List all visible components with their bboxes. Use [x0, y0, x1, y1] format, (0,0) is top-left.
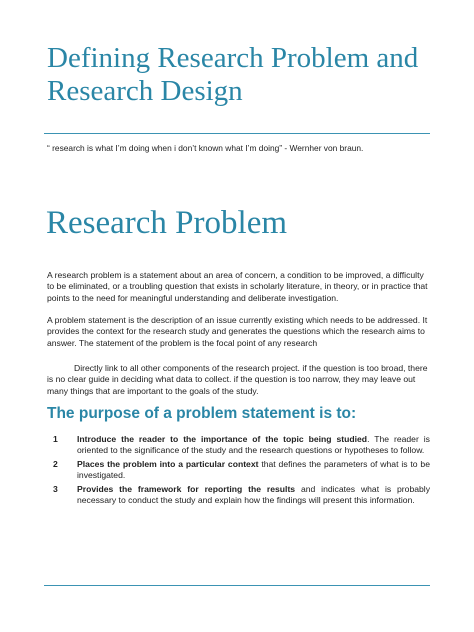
list-item	[53, 484, 430, 507]
epigraph-quote: “ research is what I’m doing when i don’t known what I’m doing” - Wernher von braun.	[47, 143, 364, 153]
list-item-bold: Introduce the reader to the importance of the topic being studied	[77, 434, 368, 444]
paragraph-definition: A research problem is a statement about an area of concern, a condition to be improved, a difficulty to be eliminated, or a troubling question that exists in scholarly literature, in theory, or in practice that points to the need for meaningful understanding and deliberate investigation.	[47, 270, 428, 303]
list-number: 1	[53, 434, 58, 444]
list-item-text: that defines the parameters of what is to be investigated.	[77, 458, 430, 481]
list-number: 2	[53, 458, 58, 469]
divider-bottom	[44, 585, 430, 586]
list-item-bold: Places the problem into a particular context	[77, 458, 259, 469]
list-number: 3	[53, 483, 58, 494]
list-item-text: and indicates what is probably necessary to conduct the study and explain how the findings will present this information.	[77, 483, 430, 506]
paragraph-directly-link: Directly link to all other components of the research project. if the question is too broad, there is no clear guide in deciding what data to collect. if the question is too narrow, they may leave out many things that are important to the goals of the study.	[47, 363, 428, 396]
paragraph-problem-statement: A problem statement is the description of an issue currently existing which needs to be addressed. It provides the context for the research study and generates the questions which the research aims to answer. The statement of the problem is the focal point of any research	[47, 315, 428, 348]
list-item-text: . The reader is oriented to the significance of the study and the research questions or hypotheses to follow.	[77, 434, 430, 456]
purpose-list	[53, 434, 430, 508]
list-item	[53, 434, 430, 457]
list-item-bold: Provides the framework for reporting the results	[77, 483, 296, 494]
divider-top	[44, 133, 430, 134]
list-item	[53, 459, 430, 482]
purpose-heading: The purpose of a problem statement is to:	[47, 405, 357, 422]
document-title: Defining Research Problem and Research Design	[47, 42, 419, 107]
section-heading: Research Problem	[46, 205, 288, 241]
